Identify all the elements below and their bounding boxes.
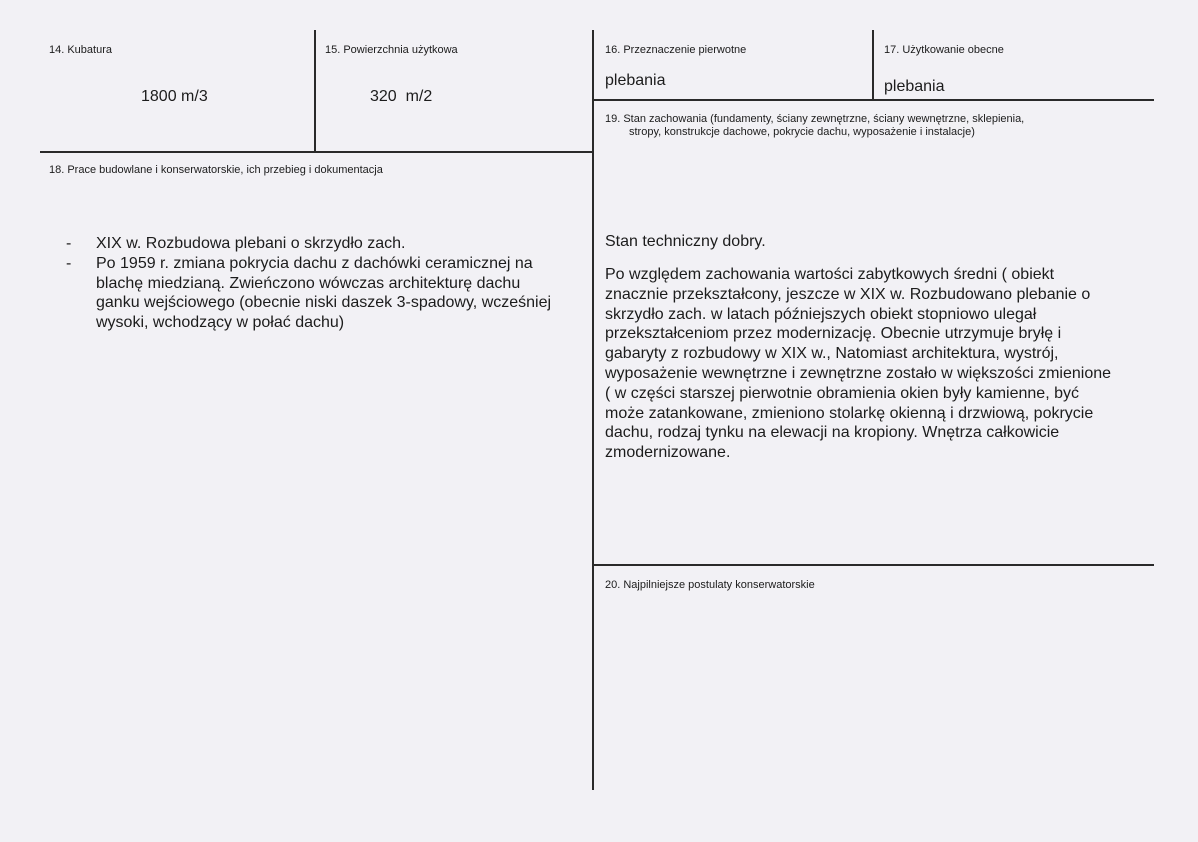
description-line: zmodernizowane. <box>605 444 731 462</box>
field-18-content <box>56 234 551 333</box>
description-line: skrzydło zach. w latach późniejszych obiekt stopniowo ulegał <box>605 305 1037 323</box>
field-15-label: 15. Powierzchnia użytkowa <box>325 44 458 56</box>
description-line: przekształceniom przez modernizację. Obecnie utrzymuje bryłę i <box>605 325 1062 343</box>
description-line: znacznie przekształcony, jeszcze w XIX w. Rozbudowano plebanie o <box>605 285 1091 303</box>
field-20-label: 20. Najpilniejsze postulaty konserwatorskie <box>605 579 815 591</box>
field-19-summary: Stan techniczny dobry. <box>605 233 766 250</box>
field-19-label: 19. Stan zachowania (fundamenty, ściany zewnętrzne, ściany wewnętrzne, sklepienia, stropy, konstrukcje dachowe, pokrycie dachu, wyposażenie i instalacje) <box>605 113 1025 138</box>
field-14-label: 14. Kubatura <box>49 44 112 56</box>
field-16-value: plebania <box>605 72 666 89</box>
description-line: ( w części starszej pierwotnie obramienia okien były kamienne, być <box>605 384 1079 402</box>
divider <box>592 30 594 790</box>
divider <box>872 30 874 100</box>
list-item: - XIX w. Rozbudowa plebani o skrzydło zach. <box>56 234 551 254</box>
divider <box>314 30 316 152</box>
description-line: może zatankowane, zmieniono stolarkę okienną i drzwiową, pokrycie <box>605 404 1094 422</box>
description-line: Po względem zachowania wartości zabytkowych średni ( obiekt <box>605 266 1055 283</box>
description-line: wyposażenie wewnętrzne i zewnętrzne zostało w większości zmienione <box>605 364 1112 382</box>
description-line: dachu, rodzaj tynku na elewacji na kropiony. Wnętrza całkowicie <box>605 424 1060 442</box>
field-18-label: 18. Prace budowlane i konserwatorskie, ich przebieg i dokumentacja <box>49 164 383 176</box>
divider <box>592 99 1154 101</box>
field-17-value: plebania <box>884 78 945 95</box>
description-line: gabaryty z rozbudowy w XIX w., Natomiast architektura, wystrój, <box>605 345 1059 363</box>
divider <box>592 564 1154 566</box>
field-16-label: 16. Przeznaczenie pierwotne <box>605 44 747 56</box>
list-item: - Po 1959 r. zmiana pokrycia dachu z dachówki ceramicznej na blachę miedzianą. Zwieńczono wówczas architekturę dachu ganku wejściowego (obecnie niski daszek 3-spadowy, wcześniej wysoki, wchodzący w połać dachu) <box>56 254 551 333</box>
field-15-value: 320 m/2 <box>370 88 433 105</box>
field-19-description <box>605 265 1111 463</box>
field-17-label: 17. Użytkowanie obecne <box>884 44 1004 56</box>
field-14-value: 1800 m/3 <box>141 88 208 105</box>
divider <box>40 151 594 153</box>
